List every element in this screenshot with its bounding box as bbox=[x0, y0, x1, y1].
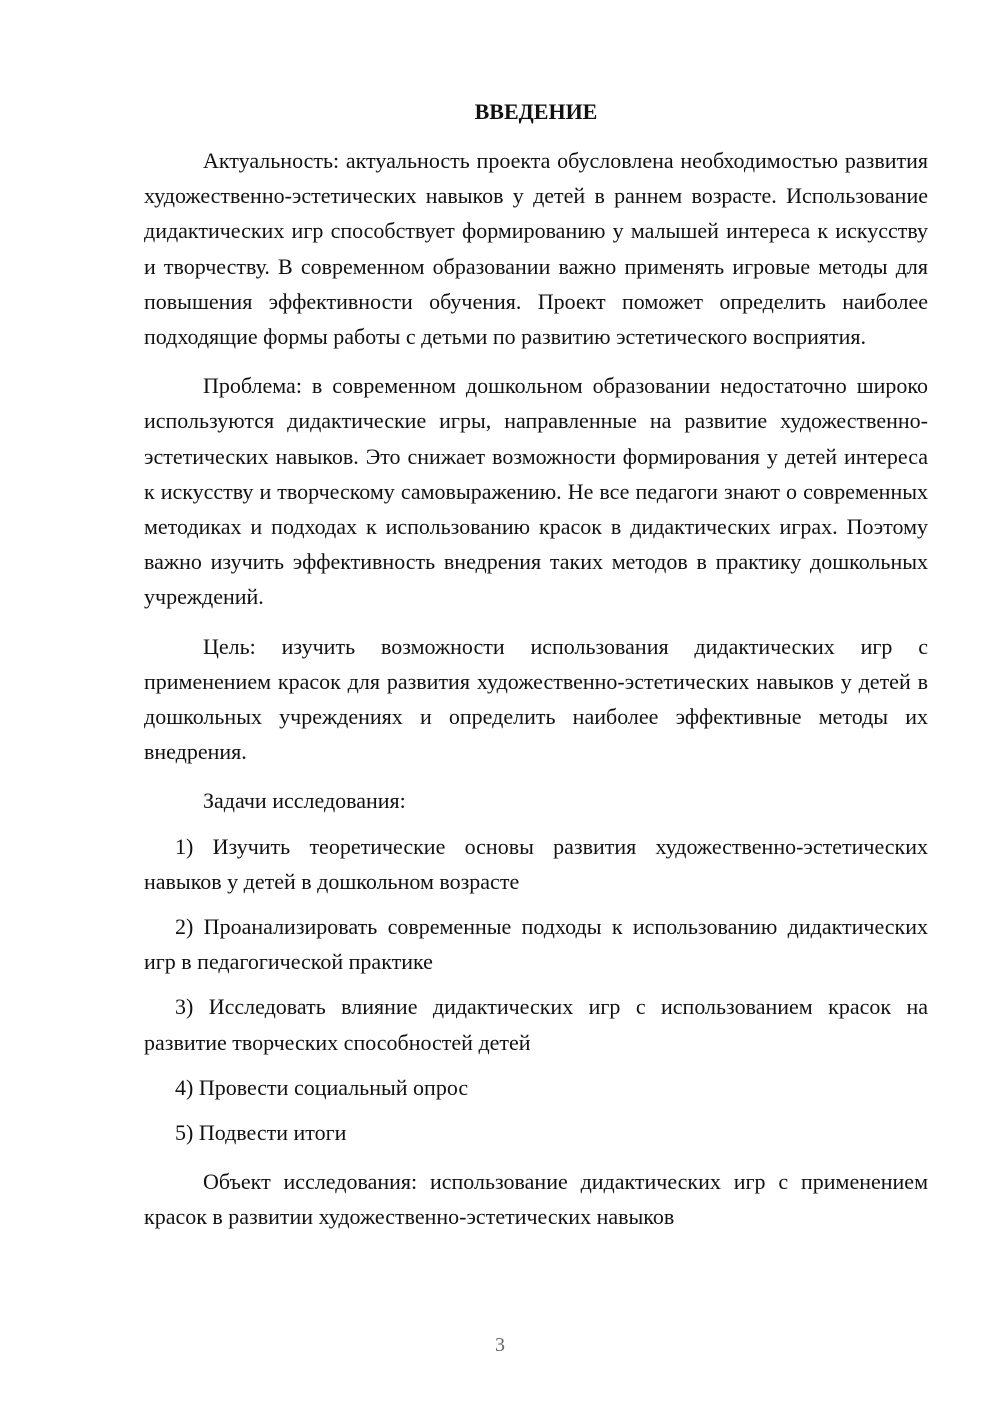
task-item-4: 4) Провести социальный опрос bbox=[175, 1074, 469, 1100]
tasks-title: Задачи исследования: bbox=[203, 788, 406, 814]
task-item-3: 3) Исследовать влияние дидактических игр с использованием красок на развитие творческих способностей детей bbox=[144, 994, 928, 1055]
task-item-5: 5) Подвести итоги bbox=[175, 1120, 347, 1146]
task-item-2: 2) Проанализировать современные подходы к использованию дидактических игр в педагогической практике bbox=[144, 914, 928, 975]
page-number: 3 bbox=[495, 1334, 505, 1356]
problem-paragraph: Проблема: в современном дошкольном образовании недостаточно широко используются дидактические игры, направленные на развитие художественно-эстетических навыков. Это снижает возможности формирования у детей интереса к искусству и творческому самовыражению. Не все педагоги знают о современных методиках и подходах к использованию красок в дидактических играх. Поэтому важно изучить эффективность внедрения таких методов в практику дошкольных учреждений. bbox=[144, 373, 928, 610]
page-title: ВВЕДЕНИЕ bbox=[474, 99, 598, 124]
goal-paragraph: Цель: изучить возможности использования дидактических игр с применением красок для развития художественно-эстетических навыков у детей в дошкольных учреждениях и определить наиболее эффективные методы их внедрения. bbox=[144, 633, 928, 765]
page-content bbox=[144, 97, 928, 1235]
object-paragraph: Объект исследования: использование дидактических игр с применением красок в развитии художественно-эстетических навыков bbox=[144, 1169, 928, 1230]
task-item-1: 1) Изучить теоретические основы развития художественно-эстетических навыков у детей в дошкольном возрасте bbox=[144, 833, 928, 894]
relevance-paragraph: Актуальность: актуальность проекта обусловлена необходимостью развития художественно-эстетических навыков у детей в раннем возрасте. Использование дидактических игр способствует формированию у малышей интереса к искусству и творчеству. В современном образовании важно применять игровые методы для повышения эффективности обучения. Проект поможет определить наиболее подходящие формы работы с детьми по развитию эстетического восприятия. bbox=[144, 148, 928, 350]
